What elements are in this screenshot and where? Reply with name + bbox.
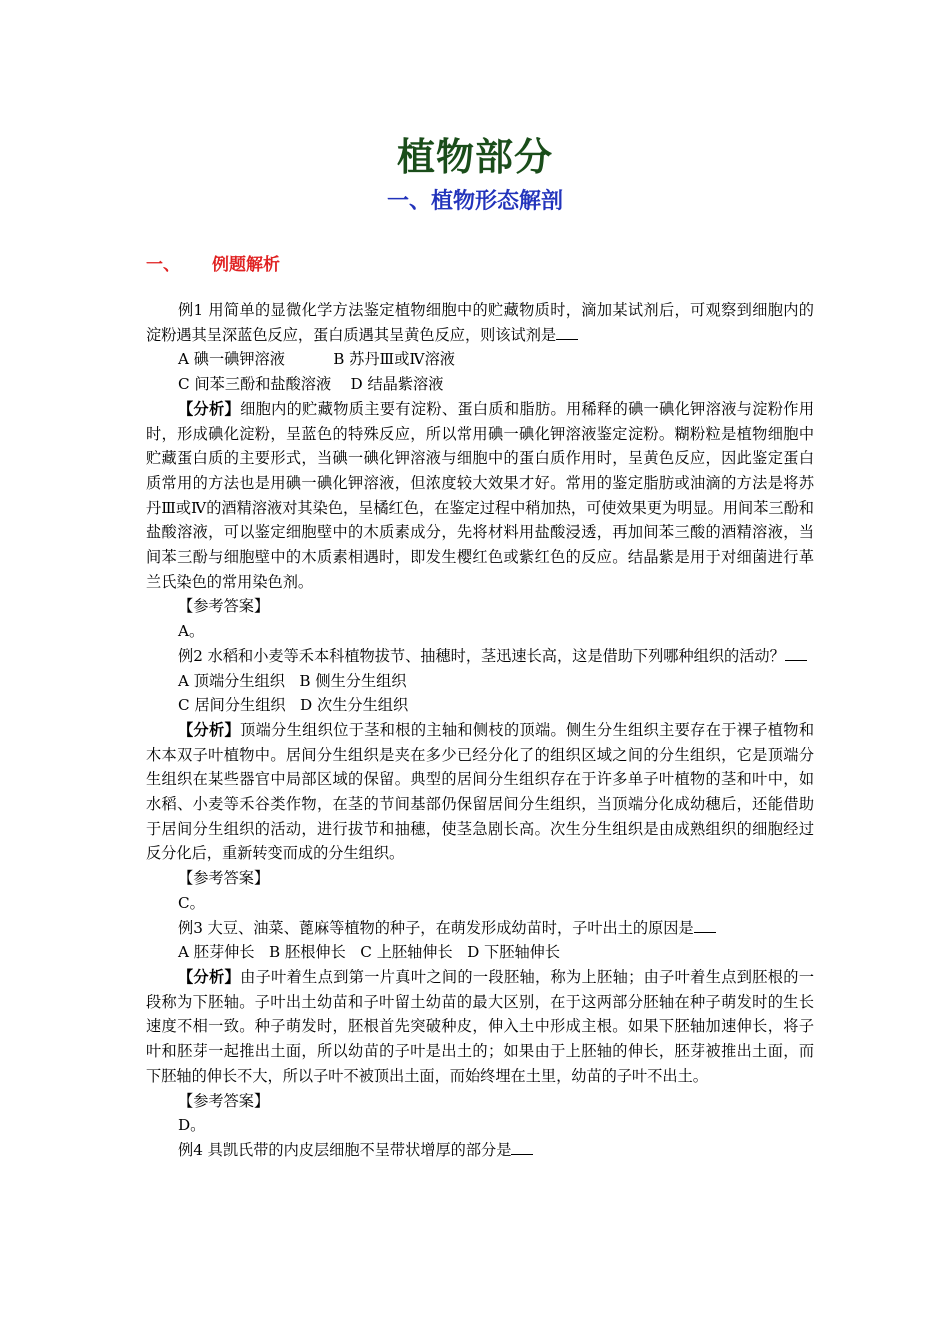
answer-blank [694, 918, 716, 933]
analysis-text: 细胞内的贮藏物质主要有淀粉、蛋白质和脂肪。用稀释的碘一碘化钾溶液与淀粉作用时，形成碘化淀粉，呈蓝色的特殊反应，所以常用碘一碘化钾溶液鉴定淀粉。糊粉粒是植物细胞中贮藏蛋白质的主要形式，当碘一碘化钾溶液与细胞中的蛋白质作用时，呈黄色反应，因此鉴定蛋白质常用的方法也是用碘一碘化钾溶液，但浓度较大效果才好。常用的鉴定脂肪或油滴的方法是将苏丹Ⅲ或Ⅳ的酒精溶液对其染色，呈橘红色，在鉴定过程中稍加热，可使效果更为明显。用间苯三酚和盐酸溶液，可以鉴定细胞壁中的木质素成分，先将材料用盐酸浸透，再加间苯三酸的酒精溶液，当间苯三酚与细胞壁中的木质素相遇时，即发生樱红色或紫红色的反应。结晶紫是用于对细菌进行革兰氏染色的常用染色剂。 [146, 399, 815, 591]
question-1-answer: A。 [178, 622, 205, 641]
analysis-label: 【分析】 [178, 399, 241, 418]
question-1-options-c-d: C 间苯三酚和盐酸溶液 D 结晶紫溶液 [178, 375, 444, 394]
answer-blank [511, 1140, 533, 1155]
question-2-answer: C。 [178, 893, 205, 912]
analysis-text: 由子叶着生点到第一片真叶之间的一段胚轴，称为上胚轴；由子叶着生点到胚根的一段称为下胚轴。子叶出土幼苗和子叶留土幼苗的最大区别，在于这两部分胚轴在种子萌发时的生长速度不相一致。种子萌发时，胚根首先突破种皮，伸入土中形成主根。如果下胚轴加速伸长，将子叶和胚芽一起推出土面，所以幼苗的子叶是出土的；如果由于上胚轴的伸长，胚芽被推出土面，而下胚轴的伸长不大，所以子叶不被顶出土面，而始终埋在土里，幼苗的子叶不出土。 [146, 967, 815, 1085]
question-1-analysis [146, 397, 814, 595]
reference-answer-label: 【参考答案】 [178, 597, 270, 616]
question-3-text: 例3 大豆、油菜、蓖麻等植物的种子，在萌发形成幼苗时，子叶出土的原因是 [178, 918, 694, 937]
question-2-analysis [146, 718, 814, 866]
section-number: 一、 [146, 255, 180, 275]
question-3 [146, 916, 814, 941]
analysis-text: 顶端分生组织位于茎和根的主轴和侧枝的顶端。侧生分生组织主要存在于裸子植物和木本双子叶植物中。居间分生组织是夹在多少已经分化了的组织区域之间的分生组织，它是顶端分生组织在某些器官中局部区域的保留。典型的居间分生组织存在于许多单子叶植物的茎和叶中，如水稻、小麦等禾谷类作物，在茎的节间基部仍保留居间分生组织，当顶端分化成幼穗后，还能借助于居间分生组织的活动，进行拔节和抽穗，使茎急剧长高。次生分生组织是由成熟组织的细胞经过反分化后，重新转变而成的分生组织。 [146, 720, 815, 863]
document-body [146, 298, 814, 1163]
question-3-answer: D。 [178, 1116, 206, 1135]
question-1 [146, 298, 814, 347]
question-2-text: 例2 水稻和小麦等禾本科植物拔节、抽穗时，茎迅速长高，这是借助下列哪种组织的活动？ [178, 646, 785, 665]
question-2 [146, 644, 814, 669]
analysis-label: 【分析】 [178, 720, 241, 739]
question-2-options-c-d: C 居间分生组织 D 次生分生组织 [178, 696, 409, 715]
section-label: 例题解析 [212, 255, 280, 275]
analysis-label: 【分析】 [178, 967, 241, 986]
question-4-text: 例4 具凯氏带的内皮层细胞不呈带状增厚的部分是 [178, 1140, 512, 1159]
question-3-analysis [146, 965, 814, 1089]
page-title: 植物部分 [396, 135, 553, 179]
reference-answer-label: 【参考答案】 [178, 869, 270, 888]
answer-blank [556, 325, 578, 340]
reference-answer-label: 【参考答案】 [178, 1091, 270, 1110]
question-3-options: A 胚芽伸长 B 胚根伸长 C 上胚轴伸长 D 下胚轴伸长 [178, 943, 561, 962]
chapter-subtitle: 一、植物形态解剖 [386, 189, 563, 214]
question-4 [146, 1138, 814, 1163]
section-heading [146, 250, 280, 275]
question-1-text: 例1 用简单的显微化学方法鉴定植物细胞中的贮藏物质时，滴加某试剂后，可观察到细胞内的淀粉遇其呈深蓝色反应，蛋白质遇其呈黄色反应，则该试剂是 [146, 301, 814, 344]
question-1-options-a-b: A 碘一碘钾溶液 B 苏丹Ⅲ或Ⅳ溶液 [178, 350, 455, 369]
answer-blank [785, 646, 807, 661]
question-2-options-a-b: A 顶端分生组织 B 侧生分生组织 [178, 671, 407, 690]
